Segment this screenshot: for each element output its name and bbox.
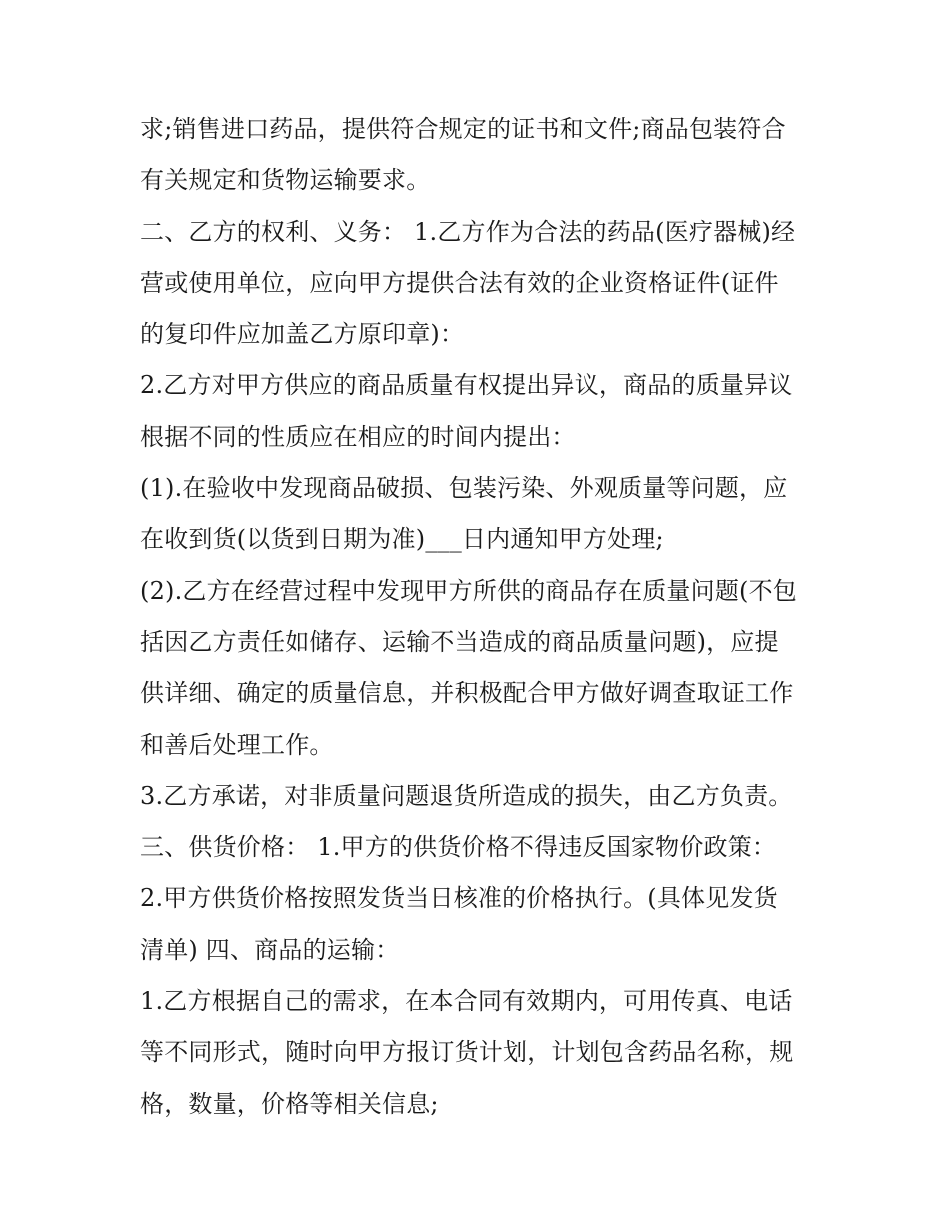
contract-text-body [140,104,820,1130]
text-line: (1).在验收中发现商品破损、包装污染、外观质量等问题，应 [140,474,788,503]
text-line: 2.甲方供货价格按照发货当日核准的价格执行。(具体见发货 [140,884,778,913]
text-line: 的复印件应加盖乙方原印章)： [140,320,465,349]
text-line: 括因乙方责任如储存、运输不当造成的商品质量问题)，应提 [140,627,779,656]
text-line: 求;销售进口药品，提供符合规定的证书和文件;商品包装符合 [140,115,786,143]
text-line: 和善后处理工作。 [140,730,334,759]
text-line: 有关规定和货物运输要求。 [140,166,431,195]
section-heading-line: 二、乙方的权利、义务： 1.乙方作为合法的药品(医疗器械)经 [140,217,796,246]
text-line: 格，数量，价格等相关信息; [140,1089,439,1118]
text-line: 根据不同的性质应在相应的时间内提出： [140,422,576,451]
section-heading-line: 清单) 四、商品的运输： [140,935,400,964]
text-line: 1.乙方根据自己的需求，在本合同有效期内，可用传真、电话 [140,987,793,1016]
text-line: (2).乙方在经营过程中发现甲方所供的商品存在质量问题(不包 [140,576,797,605]
text-line: 在收到货(以货到日期为准)___日内通知甲方处理; [140,525,664,554]
text-line: 供详细、确定的质量信息，并积极配合甲方做好调查取证工作 [140,679,794,708]
text-line: 等不同形式，随时向甲方报订货计划，计划包含药品名称，规 [140,1038,794,1067]
text-line: 3.乙方承诺，对非质量问题退货所造成的损失，由乙方负责。 [140,781,793,810]
text-line: 2.乙方对甲方供应的商品质量有权提出异议，商品的质量异议 [140,371,793,400]
section-heading-line: 三、供货价格： 1.甲方的供货价格不得违反国家物价政策： [140,833,777,862]
text-line: 营或使用单位，应向甲方提供合法有效的企业资格证件(证件 [140,268,779,297]
